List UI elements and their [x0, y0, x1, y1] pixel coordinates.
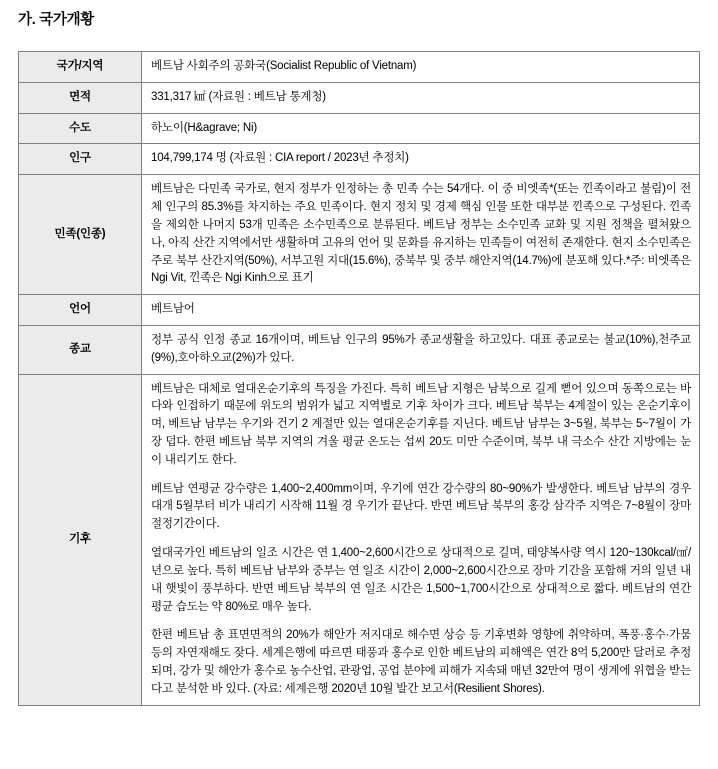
paragraph: 331,317 ㎢ (자료원 : 베트남 통계청) — [151, 90, 326, 103]
table-row — [19, 52, 700, 83]
paragraph: 한편 베트남 총 표면면적의 20%가 해안가 저지대로 해수면 상승 등 기후변화 영향에 취약하며, 폭풍·홍수·가뭄 등의 자연재해도 잦다. 세계은행에 따르면 태풍과 홍수로 인한 베트남의 피해액은 연간 8억 5,200만 달러로 추정되며, 강가 및 해안가 홍수로 농수산업, 관광업, 공업 분야에 피해가 지속돼 매년 32만여 명이 생계에 위협을 받는다고 분석한 바 있다. (자료: 세계은행 2020년 10월 발간 보고서(Resilient Shores). — [151, 629, 691, 695]
table-row — [19, 144, 700, 175]
row-label-religion: 종교 — [19, 325, 142, 374]
paragraph: 열대국가인 베트남의 일조 시간은 연 1,400~2,600시간으로 상대적으로 길며, 태양복사량 역시 120~130kcal/㎠/년으로 높다. 특히 베트남 남부와 중부는 연 일조 시간이 2,000~2,600시간으로 장마 기간을 포함해 거의 일년 내내 햇빛이 풍부하다. 반면 베트남 북부의 연 일조 시간은 1,500~1,700시간으로 상대적으로 짧다. 베트남의 연간 평균 습도는 약 80%로 매우 높다. — [151, 547, 691, 613]
row-value-area — [142, 82, 700, 113]
row-value-country — [142, 52, 700, 83]
table-row — [19, 374, 700, 705]
paragraph: 104,799,174 명 (자료원 : CIA report / 2023년 추정치) — [151, 152, 409, 165]
row-label-country: 국가/지역 — [19, 52, 142, 83]
row-value-capital — [142, 113, 700, 144]
row-label-population: 인구 — [19, 144, 142, 175]
row-label-ethnicity: 민족(인종) — [19, 175, 142, 295]
table-row — [19, 82, 700, 113]
row-label-area: 면적 — [19, 82, 142, 113]
table-row — [19, 295, 700, 326]
paragraph: 베트남 연평균 강수량은 1,400~2,400mm이며, 우기에 연간 강수량의 80~90%가 발생한다. 베트남 남부의 경우 대개 5월부터 비가 내리기 시작해 11월 경 우기가 끝난다. 반면 베트남 북부의 홍강 삼각주 지역은 7~8월이 장마 절정기간이다. — [151, 482, 691, 531]
row-value-climate — [142, 374, 700, 705]
document-page — [0, 8, 718, 706]
row-value-language — [142, 295, 700, 326]
page-title: 가. 국가개황 — [18, 12, 94, 28]
row-label-climate: 기후 — [19, 374, 142, 705]
row-label-language: 언어 — [19, 295, 142, 326]
paragraph: 베트남은 대체로 열대온순기후의 특징을 가진다. 특히 베트남 지형은 남북으로 길게 뻗어 있으며 동쪽으로는 바다와 인접하기 때문에 위도의 범위가 넓고 지역별로 기후 차이가 크다. 베트남 북부는 4계절이 있는 온순기후이며, 베트남 남부는 우기와 건기 2 계절만 있는 열대온순기후를 지닌다. 베트남 남부는 3~5월, 북부는 5~7월이 가장 덥다. 한편 베트남 북부 지역의 겨울 평균 온도는 섭씨 20도 미만 수준이며, 북부 내 극소수 산간 지방에는 눈이 내리기도 한다. — [151, 382, 691, 466]
row-label-capital: 수도 — [19, 113, 142, 144]
paragraph: 하노이(H&agrave; Ni) — [151, 121, 257, 134]
paragraph: 베트남 사회주의 공화국(Socialist Republic of Vietnam) — [151, 60, 417, 72]
row-value-religion — [142, 325, 700, 374]
paragraph: 정부 공식 인정 종교 16개이며, 베트남 인구의 95%가 종교생활을 하고있다. 대표 종교로는 불교(10%),천주교(9%),호아하오교(2%)가 있다. — [151, 333, 691, 364]
table-row — [19, 325, 700, 374]
row-value-population — [142, 144, 700, 175]
table-row — [19, 113, 700, 144]
table-row — [19, 175, 700, 295]
paragraph: 베트남어 — [151, 303, 195, 316]
country-overview-table — [18, 51, 700, 706]
row-value-ethnicity — [142, 175, 700, 295]
paragraph: 베트남은 다민족 국가로, 현지 정부가 인정하는 총 민족 수는 54개다. 이 중 비엣족*(또는 낀족이라고 불림)이 전체 인구의 85.3%를 차지하는 주요 민족이다. 현지 정치 및 경제 핵심 인물 또한 대부분 낀족으로 구성된다. 낀족을 제외한 나머지 53개 민족은 소수민족으로 분류된다. 베트남 정부는 소수민족 교화 및 지원 정책을 펼쳐왔으나, 아직 산간 지역에서만 생활하며 고유의 언어 및 문화를 유지하는 민족들이 여전히 존재한다. 현지 소수민족은 주로 북부 산간지역(50%), 서부고원 지대(15.6%), 중북부 및 중부 해안지역(14.7%)에 분포해 있다.*주: 비엣족은 Ngi Vit, 낀족은 Ngi Kinh으로 표기 — [151, 183, 691, 285]
